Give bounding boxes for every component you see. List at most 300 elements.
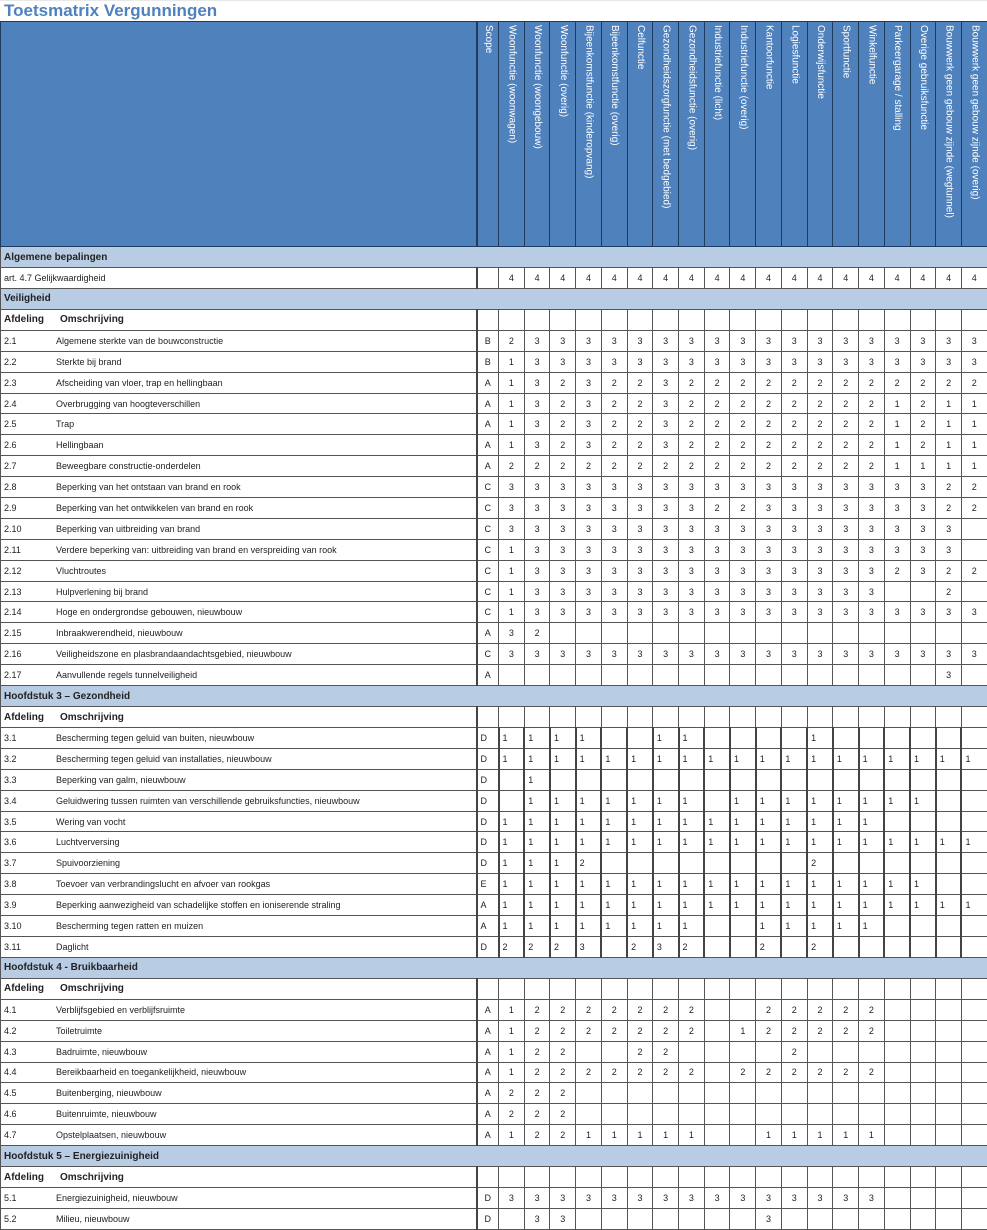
value-cell — [781, 1083, 807, 1104]
value-cell — [756, 978, 782, 999]
value-cell: 4 — [550, 268, 576, 289]
value-cell: 3 — [910, 498, 936, 519]
value-cell: 1 — [499, 853, 525, 874]
scope-cell — [477, 1167, 499, 1188]
value-cell: 1 — [627, 895, 653, 916]
value-cell: 1 — [730, 832, 756, 853]
value-cell: 1 — [550, 874, 576, 895]
value-cell — [679, 665, 705, 686]
afdeling-heading: Afdeling — [4, 983, 44, 995]
value-cell: 2 — [499, 936, 525, 957]
value-cell: 2 — [601, 372, 627, 393]
value-cell — [961, 1020, 987, 1041]
value-cell — [576, 665, 602, 686]
row-label-cell — [1, 853, 477, 874]
value-cell — [499, 790, 525, 811]
table-row — [1, 832, 987, 853]
value-cell — [550, 769, 576, 790]
value-cell — [704, 1125, 730, 1146]
value-cell: 3 — [859, 539, 885, 560]
scope-cell: A — [477, 999, 499, 1020]
value-cell — [859, 769, 885, 790]
value-cell: 3 — [833, 539, 859, 560]
value-cell: 1 — [756, 916, 782, 937]
value-cell — [730, 665, 756, 686]
value-cell — [884, 936, 910, 957]
value-cell: 1 — [781, 1125, 807, 1146]
value-cell: 2 — [679, 456, 705, 477]
value-cell: 2 — [756, 372, 782, 393]
article-number: 2.2 — [4, 356, 17, 367]
row-label-cell — [1, 330, 477, 351]
value-cell: 1 — [936, 393, 962, 414]
article-number: 4.1 — [4, 1004, 17, 1015]
value-cell: 4 — [653, 268, 679, 289]
value-cell: 1 — [601, 895, 627, 916]
row-label-cell — [1, 707, 477, 728]
scope-cell — [477, 978, 499, 999]
value-cell — [884, 665, 910, 686]
article-number: 3.3 — [4, 774, 17, 785]
value-cell — [961, 1125, 987, 1146]
scope-cell: E — [477, 874, 499, 895]
article-number: 5.1 — [4, 1193, 17, 1203]
table-row — [1, 1125, 987, 1146]
value-cell: 3 — [756, 1188, 782, 1209]
table-row — [1, 1062, 987, 1083]
value-cell: 2 — [859, 372, 885, 393]
value-cell: 1 — [936, 435, 962, 456]
value-cell: 3 — [576, 477, 602, 498]
row-label-cell — [1, 644, 477, 665]
value-cell — [781, 309, 807, 330]
value-cell: 1 — [524, 790, 550, 811]
value-cell: 2 — [807, 936, 833, 957]
value-cell: 2 — [781, 393, 807, 414]
value-cell: 3 — [961, 330, 987, 351]
value-cell: 2 — [756, 999, 782, 1020]
value-cell: 3 — [884, 644, 910, 665]
column-header-label: Kantoorfunctie — [763, 25, 775, 90]
table-row — [1, 895, 987, 916]
value-cell — [936, 936, 962, 957]
value-cell: 2 — [859, 999, 885, 1020]
value-cell: 1 — [936, 456, 962, 477]
article-description: Vluchtroutes — [56, 565, 107, 576]
value-cell — [550, 623, 576, 644]
table-row — [1, 728, 987, 749]
row-label-cell — [1, 1062, 477, 1083]
value-cell: 1 — [524, 895, 550, 916]
value-cell: 1 — [499, 1125, 525, 1146]
value-cell — [884, 1041, 910, 1062]
value-cell: 1 — [627, 832, 653, 853]
value-cell: 3 — [781, 560, 807, 581]
value-cell — [884, 623, 910, 644]
value-cell: 2 — [524, 1041, 550, 1062]
value-cell: 2 — [524, 1020, 550, 1041]
article-number: 2.9 — [4, 502, 17, 513]
value-cell: 3 — [499, 518, 525, 539]
value-cell: 3 — [499, 623, 525, 644]
value-cell: 3 — [679, 581, 705, 602]
value-cell — [730, 916, 756, 937]
value-cell: 2 — [601, 1062, 627, 1083]
value-cell: 1 — [550, 811, 576, 832]
value-cell: 2 — [859, 456, 885, 477]
value-cell: 3 — [833, 581, 859, 602]
column-header — [601, 22, 627, 247]
value-cell: 3 — [627, 602, 653, 623]
value-cell: 1 — [884, 456, 910, 477]
value-cell: 3 — [884, 351, 910, 372]
value-cell — [859, 1167, 885, 1188]
value-cell — [550, 978, 576, 999]
value-cell: 1 — [730, 895, 756, 916]
row-label-cell — [1, 999, 477, 1020]
value-cell: 3 — [653, 581, 679, 602]
value-cell: 1 — [833, 874, 859, 895]
value-cell: 3 — [550, 330, 576, 351]
value-cell: 2 — [730, 456, 756, 477]
value-cell — [833, 1208, 859, 1229]
value-cell: 2 — [550, 435, 576, 456]
value-cell: 1 — [524, 853, 550, 874]
value-cell: 1 — [499, 874, 525, 895]
value-cell — [653, 1167, 679, 1188]
subheader-row — [1, 978, 987, 999]
value-cell: 2 — [550, 1062, 576, 1083]
column-header — [756, 22, 782, 247]
value-cell: 2 — [679, 1020, 705, 1041]
value-cell — [601, 769, 627, 790]
column-header-label: Overige gebruiksfunctie — [917, 25, 929, 131]
value-cell: 1 — [910, 456, 936, 477]
value-cell — [936, 1188, 962, 1209]
value-cell: 2 — [601, 999, 627, 1020]
value-cell: 3 — [807, 477, 833, 498]
value-cell — [807, 1041, 833, 1062]
value-cell: 3 — [730, 539, 756, 560]
article-description: Beweegbare constructie-onderdelen — [56, 461, 201, 472]
value-cell: 2 — [679, 1062, 705, 1083]
value-cell — [961, 853, 987, 874]
value-cell — [859, 1104, 885, 1125]
value-cell: 3 — [910, 539, 936, 560]
value-cell — [936, 769, 962, 790]
value-cell: 3 — [550, 1188, 576, 1209]
value-cell: 2 — [807, 999, 833, 1020]
value-cell: 2 — [679, 372, 705, 393]
value-cell: 3 — [524, 644, 550, 665]
article-description: Bereikbaarheid en toegankelijkheid, nieuwbouw — [56, 1067, 247, 1078]
value-cell: 2 — [961, 498, 987, 519]
value-cell — [961, 1083, 987, 1104]
value-cell — [601, 1041, 627, 1062]
value-cell: 3 — [781, 644, 807, 665]
value-cell — [756, 1041, 782, 1062]
value-cell: 2 — [756, 393, 782, 414]
value-cell: 1 — [627, 748, 653, 769]
value-cell: 2 — [524, 936, 550, 957]
section-header-row — [1, 247, 987, 268]
value-cell — [730, 769, 756, 790]
value-cell: 4 — [859, 268, 885, 289]
value-cell: 3 — [524, 539, 550, 560]
row-label-cell — [1, 518, 477, 539]
value-cell — [936, 999, 962, 1020]
value-cell: 1 — [524, 728, 550, 749]
column-header-label: Woonfunctie (overig) — [557, 25, 569, 118]
value-cell: 2 — [833, 1062, 859, 1083]
value-cell: 1 — [781, 916, 807, 937]
value-cell: 2 — [550, 936, 576, 957]
value-cell: 1 — [884, 790, 910, 811]
value-cell — [807, 309, 833, 330]
value-cell: 4 — [833, 268, 859, 289]
row-label-cell — [1, 1208, 477, 1229]
value-cell — [576, 769, 602, 790]
omschrijving-heading: Omschrijving — [60, 983, 124, 995]
row-label-cell — [1, 623, 477, 644]
value-cell: 1 — [781, 811, 807, 832]
value-cell — [704, 1104, 730, 1125]
value-cell — [601, 707, 627, 728]
value-cell — [781, 707, 807, 728]
article-number: 2.1 — [4, 335, 17, 346]
value-cell: 2 — [936, 560, 962, 581]
value-cell: 3 — [601, 602, 627, 623]
value-cell: 3 — [679, 351, 705, 372]
value-cell: 1 — [833, 916, 859, 937]
value-cell — [730, 309, 756, 330]
value-cell: 1 — [653, 1125, 679, 1146]
table-row — [1, 435, 987, 456]
value-cell: 3 — [807, 539, 833, 560]
value-cell: 1 — [704, 895, 730, 916]
value-cell: 1 — [833, 748, 859, 769]
value-cell: 3 — [704, 602, 730, 623]
value-cell: 3 — [704, 539, 730, 560]
table-row — [1, 539, 987, 560]
value-cell: 1 — [499, 895, 525, 916]
value-cell: 2 — [653, 456, 679, 477]
value-cell — [910, 769, 936, 790]
value-cell: 3 — [524, 393, 550, 414]
value-cell: 1 — [730, 811, 756, 832]
value-cell — [961, 916, 987, 937]
value-cell — [884, 769, 910, 790]
value-cell: 3 — [679, 539, 705, 560]
value-cell: 1 — [756, 748, 782, 769]
value-cell: 1 — [756, 811, 782, 832]
value-cell — [884, 1188, 910, 1209]
value-cell: 2 — [524, 1125, 550, 1146]
value-cell: 3 — [627, 330, 653, 351]
value-cell: 1 — [499, 602, 525, 623]
value-cell — [627, 1167, 653, 1188]
value-cell: 3 — [653, 477, 679, 498]
scope-cell: C — [477, 539, 499, 560]
value-cell — [653, 853, 679, 874]
value-cell — [910, 1125, 936, 1146]
value-cell: 3 — [910, 477, 936, 498]
article-number: 3.10 — [4, 920, 22, 931]
value-cell — [704, 665, 730, 686]
value-cell: 3 — [756, 477, 782, 498]
value-cell: 3 — [601, 1188, 627, 1209]
article-description: Trap — [56, 419, 75, 430]
value-cell: 3 — [807, 560, 833, 581]
value-cell — [576, 1167, 602, 1188]
row-label-cell — [1, 1020, 477, 1041]
value-cell: 3 — [601, 644, 627, 665]
value-cell — [833, 728, 859, 749]
article-number: 2.14 — [4, 607, 22, 618]
value-cell: 2 — [653, 1020, 679, 1041]
value-cell: 4 — [884, 268, 910, 289]
value-cell: 1 — [524, 769, 550, 790]
article-number: 4.6 — [4, 1109, 17, 1120]
article-number: 2.5 — [4, 419, 17, 430]
value-cell: 2 — [550, 393, 576, 414]
article-number: 3.6 — [4, 837, 17, 848]
value-cell — [859, 1083, 885, 1104]
value-cell — [961, 1041, 987, 1062]
value-cell — [653, 1083, 679, 1104]
value-cell — [910, 728, 936, 749]
value-cell: 2 — [807, 853, 833, 874]
value-cell: 2 — [524, 623, 550, 644]
value-cell — [653, 623, 679, 644]
value-cell: 3 — [859, 351, 885, 372]
column-header-label: Gezondheidszorgfunctie (met bedgebied) — [660, 25, 672, 209]
value-cell: 3 — [961, 644, 987, 665]
value-cell: 1 — [627, 790, 653, 811]
value-cell: 2 — [550, 1041, 576, 1062]
article-description: Buitenruimte, nieuwbouw — [56, 1109, 157, 1120]
value-cell: 3 — [859, 518, 885, 539]
scope-cell: A — [477, 456, 499, 477]
value-cell: 1 — [524, 811, 550, 832]
value-cell — [704, 1041, 730, 1062]
value-cell — [910, 1104, 936, 1125]
column-header — [576, 22, 602, 247]
value-cell: 2 — [627, 435, 653, 456]
scope-cell: A — [477, 1125, 499, 1146]
value-cell: 3 — [910, 351, 936, 372]
value-cell — [884, 1104, 910, 1125]
value-cell: 1 — [499, 832, 525, 853]
value-cell: 1 — [550, 895, 576, 916]
value-cell — [936, 728, 962, 749]
table-row — [1, 811, 987, 832]
article-description: Inbraakwerendheid, nieuwbouw — [56, 628, 183, 639]
value-cell: 1 — [807, 790, 833, 811]
value-cell: 1 — [576, 895, 602, 916]
value-cell: 1 — [653, 728, 679, 749]
value-cell: 3 — [807, 602, 833, 623]
article-description: Milieu, nieuwbouw — [56, 1213, 130, 1224]
value-cell: 3 — [910, 644, 936, 665]
value-cell: 1 — [961, 832, 987, 853]
scope-cell: A — [477, 1041, 499, 1062]
value-cell: 3 — [653, 351, 679, 372]
column-header-label: Parkeergarage / stalling — [892, 25, 904, 131]
value-cell: 2 — [781, 1041, 807, 1062]
value-cell: 3 — [679, 518, 705, 539]
value-cell: 2 — [781, 1062, 807, 1083]
value-cell: 1 — [653, 916, 679, 937]
value-cell: 2 — [833, 456, 859, 477]
value-cell — [653, 1208, 679, 1229]
row-label-cell — [1, 435, 477, 456]
value-cell — [576, 1041, 602, 1062]
value-cell: 3 — [601, 498, 627, 519]
value-cell: 4 — [627, 268, 653, 289]
value-cell: 3 — [679, 560, 705, 581]
row-label-cell — [1, 811, 477, 832]
value-cell: 1 — [524, 748, 550, 769]
value-cell: 2 — [627, 414, 653, 435]
value-cell: 1 — [936, 414, 962, 435]
value-cell: 2 — [807, 393, 833, 414]
value-cell: 2 — [781, 414, 807, 435]
value-cell — [961, 707, 987, 728]
table-row — [1, 1083, 987, 1104]
value-cell: 1 — [499, 728, 525, 749]
table-row — [1, 456, 987, 477]
value-cell — [859, 623, 885, 644]
value-cell — [936, 874, 962, 895]
value-cell: 2 — [704, 456, 730, 477]
value-cell: 2 — [704, 498, 730, 519]
value-cell: 4 — [756, 268, 782, 289]
value-cell: 2 — [730, 372, 756, 393]
value-cell: 3 — [807, 498, 833, 519]
value-cell: 3 — [936, 351, 962, 372]
value-cell: 1 — [781, 748, 807, 769]
value-cell: 2 — [627, 999, 653, 1020]
column-header-label: Sportfunctie — [840, 25, 852, 79]
column-header — [884, 22, 910, 247]
value-cell — [884, 916, 910, 937]
value-cell: 3 — [524, 602, 550, 623]
value-cell: 3 — [653, 560, 679, 581]
table-row — [1, 769, 987, 790]
value-cell: 3 — [781, 581, 807, 602]
value-cell: 1 — [627, 1125, 653, 1146]
value-cell — [936, 309, 962, 330]
column-header — [524, 22, 550, 247]
value-cell — [704, 728, 730, 749]
column-header — [653, 22, 679, 247]
row-label-cell — [1, 1104, 477, 1125]
value-cell: 1 — [576, 728, 602, 749]
row-label-cell — [1, 372, 477, 393]
subheader-row — [1, 707, 987, 728]
value-cell — [833, 1041, 859, 1062]
value-cell: 2 — [833, 1020, 859, 1041]
value-cell — [807, 1104, 833, 1125]
value-cell — [961, 999, 987, 1020]
scope-cell: A — [477, 895, 499, 916]
value-cell — [704, 978, 730, 999]
value-cell: 1 — [499, 372, 525, 393]
value-cell — [679, 1167, 705, 1188]
value-cell — [679, 309, 705, 330]
value-cell: 1 — [524, 916, 550, 937]
